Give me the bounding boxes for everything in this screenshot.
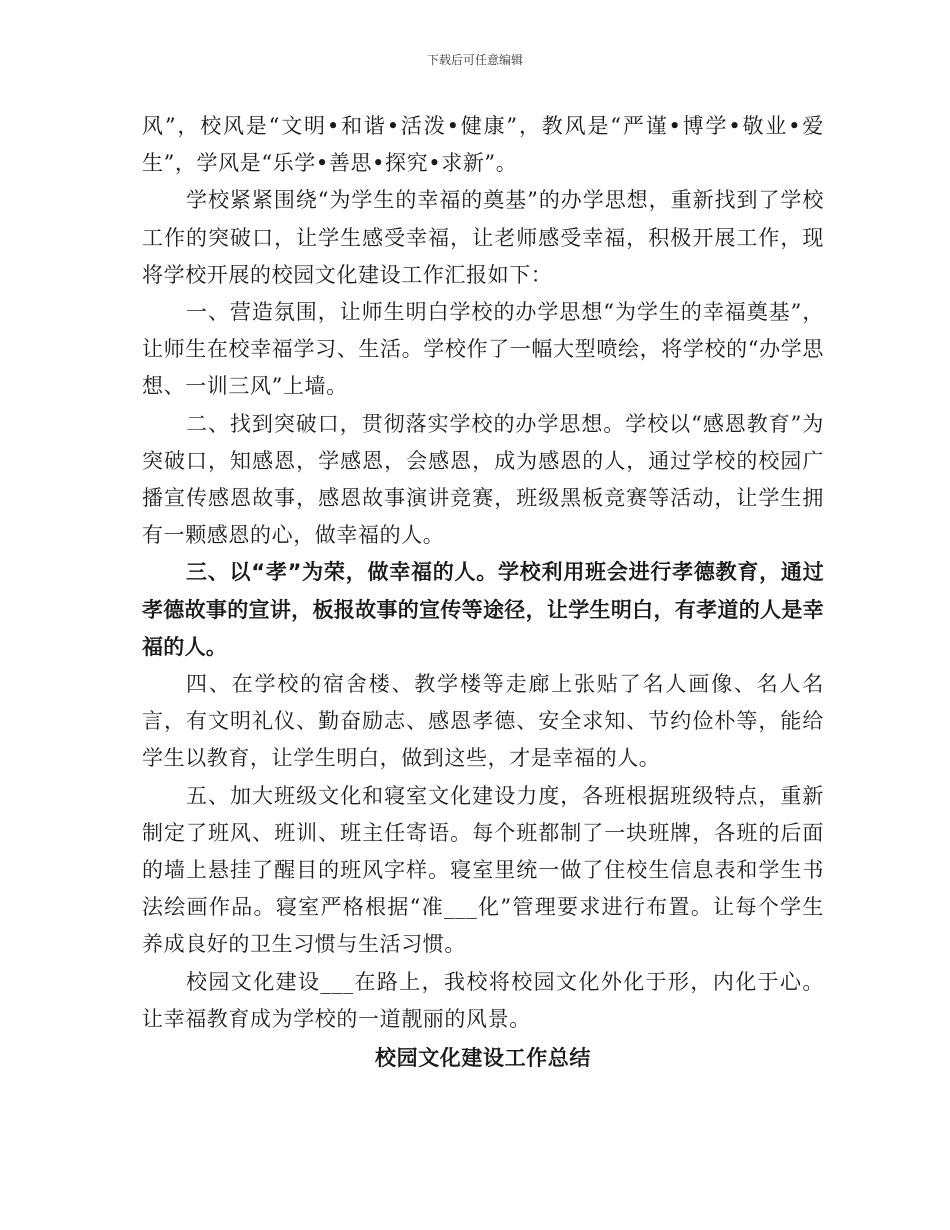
page-header: 下载后可任意编辑 [426, 53, 523, 67]
paragraph-conclusion: 校园文化建设___在路上，我校将校园文化外化于形，内化于心。让幸福教育成为学校的一道靓丽的风景。 [142, 969, 824, 1031]
document-body [142, 108, 824, 1077]
paragraph-item-2: 二、找到突破口，贯彻落实学校的办学思想。学校以“感恩教育”为突破口，知感恩，学感恩，会感恩，成为感恩的人，通过学校的校园广播宣传感恩故事，感恩故事演讲竞赛，班级黑板竞赛等活动，让学生拥有一颗感恩的心，做幸福的人。 [142, 411, 824, 548]
paragraph-continued: 风”，校风是“文明•和谐•活泼•健康”，教风是“严谨•博学•敬业•爱生”，学风是“乐学•善思•探究•求新”。 [142, 114, 824, 176]
paragraph-item-4: 四、在学校的宿舍楼、教学楼等走廊上张贴了名人画像、名人名言，有文明礼仪、勤奋励志、感恩孝德、安全求知、节约俭朴等，能给学生以教育，让学生明白，做到这些，才是幸福的人。 [142, 672, 824, 771]
paragraph-intro: 学校紧紧围绕“为学生的幸福的奠基”的办学思想，重新找到了学校工作的突破口，让学生感受幸福，让老师感受幸福，积极开展工作，现将学校开展的校园文化建设工作汇报如下： [142, 188, 824, 287]
paragraph-item-3: 三、以“孝”为荣，做幸福的人。学校利用班会进行孝德教育，通过孝德故事的宣讲，板报故事的宣传等途径，让学生明白，有孝道的人是幸福的人。 [142, 560, 824, 659]
paragraph-item-5: 五、加大班级文化和寝室文化建设力度，各班根据班级特点，重新制定了班风、班训、班主任寄语。每个班都制了一块班牌，各班的后面的墙上悬挂了醒目的班风字样。寝室里统一做了住校生信息表和学生书法绘画作品。寝室严格根据“准___化”管理要求进行布置。让每个学生养成良好的卫生习惯与生活习惯。 [142, 783, 824, 957]
section-title: 校园文化建设工作总结 [375, 1046, 591, 1071]
paragraph-item-1: 一、营造氛围，让师生明白学校的办学思想“为学生的幸福奠基”，让师生在校幸福学习、生活。学校作了一幅大型喷绘，将学校的“办学思想、一训三风”上墙。 [142, 300, 824, 399]
